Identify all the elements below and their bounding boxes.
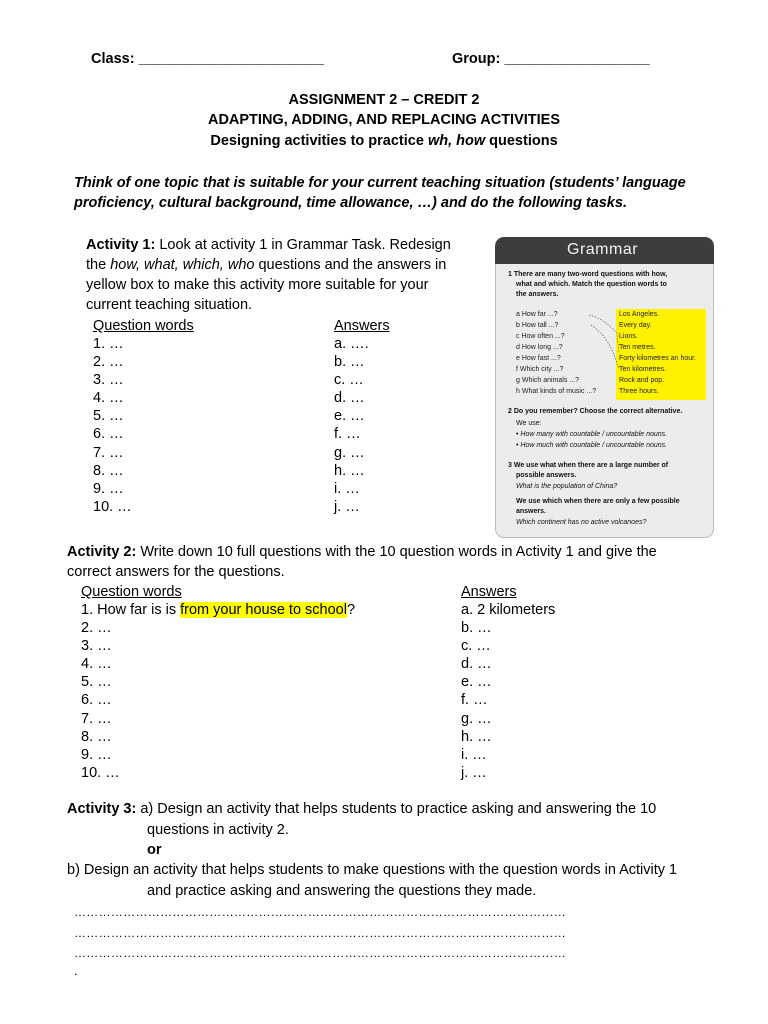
activity1-line-1 <box>86 236 451 254</box>
grammar-task-image <box>495 237 714 538</box>
list-item: 7. … <box>81 710 112 727</box>
assignment-focus <box>0 133 768 149</box>
list-item: c. … <box>461 638 491 655</box>
list-item: 3. … <box>93 372 124 389</box>
activity3-line-1 <box>67 800 656 818</box>
grammar-answer: Rock and pop. <box>619 377 665 384</box>
list-item: a. 2 kilometers <box>461 602 556 618</box>
intro-line-1: Think of one topic that is suitable for your current teaching situation (students’ language <box>74 175 686 191</box>
list-item: h. … <box>461 728 492 745</box>
answer-line[interactable]: ………………………………………………………………………………………………………… <box>74 905 566 919</box>
list-item: d. … <box>461 656 492 673</box>
list-item: j. … <box>461 764 487 781</box>
list-item: 9. … <box>81 746 112 763</box>
activity2-answers-header: Answers <box>461 584 517 600</box>
activity1-text-2a: the <box>86 257 111 273</box>
activity1-line-2 <box>86 256 446 274</box>
focus-text-em: wh, how <box>427 133 486 149</box>
list-item: a. …. <box>334 336 369 352</box>
list-item: 1. … <box>93 336 124 352</box>
grammar-item: h What kinds of music ...? <box>516 388 597 395</box>
grammar-answer: Three hours. <box>619 388 659 395</box>
grammar-answer: Ten kilometres. <box>619 366 667 373</box>
activity2-questions-header: Question words <box>81 584 182 600</box>
activity2-line-1 <box>67 543 657 561</box>
grammar-q1-line-3: the answers. <box>516 291 559 298</box>
grammar-q2-bullet-1: • How many with countable / uncountable nouns. <box>516 431 668 438</box>
activity1-text-1: Look at activity 1 in Grammar Task. Redesign <box>155 237 451 253</box>
list-item: 2. … <box>93 354 124 371</box>
grammar-answer: Los Angeles. <box>619 311 660 318</box>
grammar-answer: Every day. <box>619 322 652 329</box>
group-field: Group: __________________ <box>452 51 650 67</box>
grammar-q3-line-3: What is the population of China? <box>516 483 618 490</box>
list-item <box>81 601 355 619</box>
list-item: 4. … <box>81 656 112 673</box>
activity1-line-3: yellow box to make this activity more suitable for your <box>86 277 429 293</box>
example-question-text: 1. How far is is <box>81 602 181 618</box>
grammar-item: b How tall ...? <box>516 322 559 329</box>
list-item: c. … <box>334 372 364 389</box>
list-item: f. … <box>334 426 361 443</box>
activity2-line-2: correct answers for the questions. <box>67 564 285 580</box>
focus-text-post: questions <box>485 133 558 149</box>
grammar-q3-line-6: Which continent has no active volcanoes? <box>516 519 647 526</box>
grammar-item: c How often ...? <box>516 333 565 340</box>
list-item: g. … <box>461 710 492 727</box>
grammar-q3-line-2: possible answers. <box>516 472 577 479</box>
list-item: 2. … <box>81 620 112 637</box>
list-item: 9. … <box>93 480 124 497</box>
list-item: d. … <box>334 390 365 407</box>
list-item: 5. … <box>81 674 112 691</box>
example-question-mark: ? <box>346 602 356 618</box>
grammar-q1-line-1: 1 There are many two-word questions with how, <box>508 271 668 278</box>
list-item: 5. … <box>93 408 124 425</box>
activity2-question-list <box>81 601 355 782</box>
activity3-text-a1: a) Design an activity that helps students to practice asking and answering the 10 <box>136 801 657 817</box>
grammar-match-lines <box>587 313 621 371</box>
class-field: Class: _______________________ <box>91 51 325 67</box>
grammar-title-bar <box>495 237 714 264</box>
list-item: i. … <box>334 480 360 497</box>
grammar-item: f Which city ...? <box>516 366 564 373</box>
list-item: 8. … <box>81 728 112 745</box>
list-item: g. … <box>334 444 365 461</box>
list-item: 6. … <box>93 426 124 443</box>
list-item: b. … <box>334 354 365 371</box>
grammar-item: d How long ...? <box>516 344 563 351</box>
list-item: 10. … <box>81 764 120 781</box>
activity1-question-list <box>93 335 132 516</box>
activity3-line-b2: and practice asking and answering the questions they made. <box>147 883 537 899</box>
grammar-q3-line-5: answers. <box>516 508 546 515</box>
grammar-item: a How far ...? <box>516 311 558 318</box>
activity3-line-2: questions in activity 2. <box>147 822 289 838</box>
answer-line[interactable]: ………………………………………………………………………………………………………… <box>74 946 566 960</box>
grammar-item: e How fast ...? <box>516 355 561 362</box>
activity1-questions-header: Question words <box>93 318 194 334</box>
activity2-answer-list <box>461 601 555 782</box>
list-item: 8. … <box>93 462 124 479</box>
grammar-answer: Forty kilometres an hour. <box>619 355 697 362</box>
grammar-answer: Lions. <box>619 333 638 340</box>
list-item: 3. … <box>81 638 112 655</box>
activity3-label: Activity 3: <box>67 801 137 817</box>
grammar-q2: 2 Do you remember? Choose the correct alternative. <box>508 408 683 415</box>
list-item: e. … <box>461 674 492 691</box>
activity1-answer-list <box>334 335 369 516</box>
activity2-text-1: Write down 10 full questions with the 10 question words in Activity 1 and give the <box>136 544 657 560</box>
focus-text-pre: Designing activities to practice <box>210 133 428 149</box>
list-item: j. … <box>334 498 360 515</box>
list-item: 10. … <box>93 498 132 515</box>
grammar-q2-bullet-2: • How much with countable / uncountable nouns. <box>516 442 668 449</box>
list-item: i. … <box>461 746 487 763</box>
intro-line-2: proficiency, cultural background, time allowance, …) and do the following tasks. <box>74 195 627 211</box>
activity1-text-2b: how, what, which, who <box>110 257 255 273</box>
list-item: e. … <box>334 408 365 425</box>
activity1-answers-header: Answers <box>334 318 390 334</box>
answer-line-end: . <box>74 964 78 978</box>
grammar-q3-line-1: 3 We use what when there are a large number of <box>508 462 669 469</box>
assignment-title: ASSIGNMENT 2 – CREDIT 2 <box>288 92 480 108</box>
grammar-q3-line-4: We use which when there are only a few possible <box>516 498 680 505</box>
activity3-line-b1: b) Design an activity that helps students to make questions with the question words in Activity 1 <box>67 862 678 878</box>
activity1-text-2c: questions and the answers in <box>254 257 447 273</box>
activity1-label: Activity 1: <box>86 237 156 253</box>
example-question-highlight: from your house to school <box>180 602 347 618</box>
list-item: 6. … <box>81 692 112 709</box>
list-item: b. … <box>461 620 492 637</box>
grammar-q1-line-2: what and which. Match the question words to <box>516 281 667 288</box>
list-item: h. … <box>334 462 365 479</box>
list-item: 4. … <box>93 390 124 407</box>
grammar-answer: Ten metres. <box>619 344 656 351</box>
activity2-label: Activity 2: <box>67 544 137 560</box>
answer-line[interactable]: ………………………………………………………………………………………………………… <box>74 926 566 940</box>
list-item: 7. … <box>93 444 124 461</box>
list-item: f. … <box>461 692 488 709</box>
activity1-line-4: current teaching situation. <box>86 297 253 313</box>
grammar-title: Grammar <box>567 241 639 258</box>
grammar-q2-use: We use: <box>516 420 542 427</box>
activity3-or: or <box>147 842 162 858</box>
assignment-subtitle: ADAPTING, ADDING, AND REPLACING ACTIVITIES <box>207 112 561 128</box>
grammar-item: g Which animals ...? <box>516 377 580 384</box>
